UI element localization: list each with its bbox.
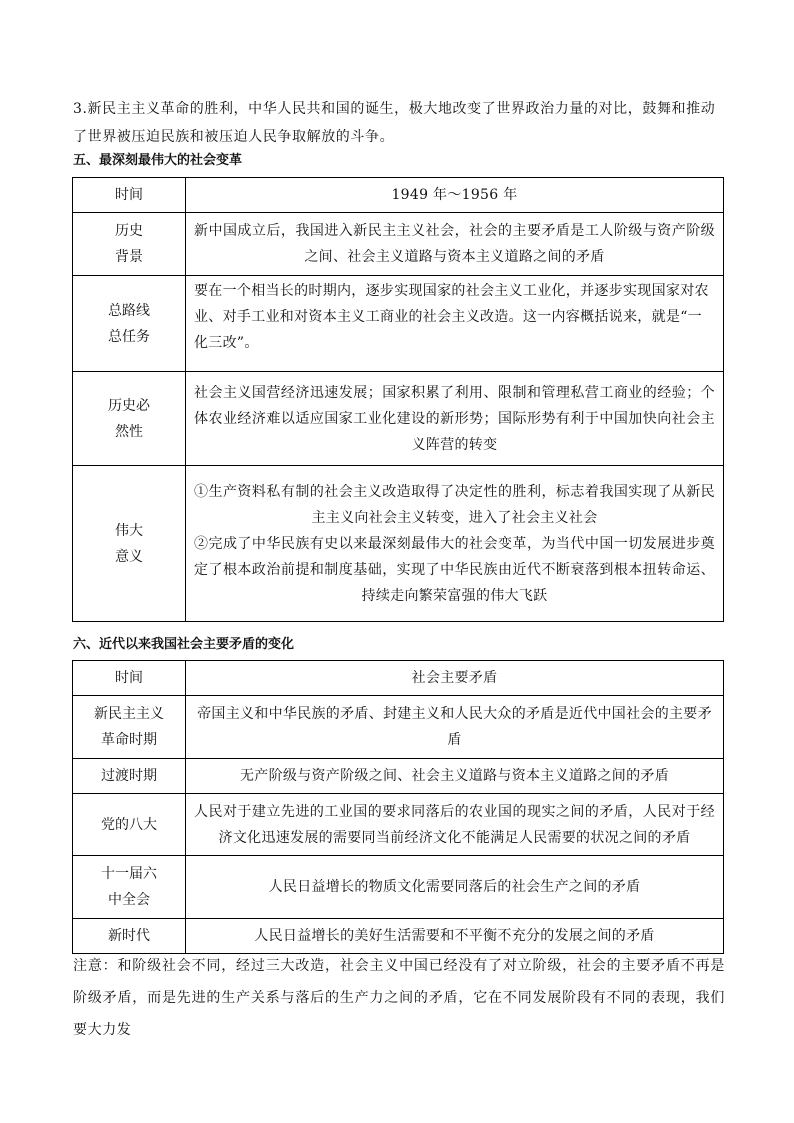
- row-label: 新民主主义 革命时期: [73, 696, 186, 759]
- row-label: 党的八大: [73, 794, 186, 856]
- row-label: 过渡时期: [73, 759, 186, 794]
- table-row: [73, 696, 724, 759]
- row-label: 十一届六 中全会: [73, 856, 186, 919]
- row-label: 伟大 意义: [73, 466, 186, 622]
- table-row-significance: [73, 466, 724, 622]
- row-label: 总路线 总任务: [73, 276, 186, 372]
- header-contradiction-label: 社会主要矛盾: [186, 661, 724, 696]
- row-content: 帝国主义和中华民族的矛盾、封建主义和人民大众的矛盾是近代中国社会的主要矛盾: [186, 696, 724, 759]
- header-period-value: 1949 年～1956 年: [186, 178, 724, 213]
- section-5-heading: 五、最深刻最伟大的社会变革: [73, 153, 243, 168]
- row-content: 人民对于建立先进的工业国的要求同落后的农业国的现实之间的矛盾，人民对于经济文化迅速发展的需要同当前经济文化不能满足人民需要的状况之间的矛盾: [186, 794, 724, 856]
- row-label: 历史 背景: [73, 213, 186, 276]
- header-time-label: 时间: [73, 661, 186, 696]
- intro-paragraph: 3.新民主主义革命的胜利，中华人民共和国的诞生，极大地改变了世界政治力量的对比，鼓舞和推动了世界被压迫民族和被压迫人民争取解放的斗争。: [73, 101, 716, 145]
- table-row: [73, 919, 724, 954]
- row-label: 新时代: [73, 919, 186, 954]
- table-header-row: [73, 178, 724, 213]
- section-6-heading: 六、近代以来我国社会主要矛盾的变化: [73, 637, 295, 652]
- table-row-general-line: [73, 276, 724, 372]
- significance-item: ②完成了中华民族有史以来最深刻最伟大的社会变革，为当代中国一切发展进步奠定了根本政治前提和制度基础，实现了中华民族由近代不断衰落到根本扭转命运、持续走向繁荣富强的伟大飞跃: [194, 535, 715, 604]
- row-content: [186, 466, 724, 622]
- row-content: 无产阶级与资产阶级之间、社会主义道路与资本主义道路之间的矛盾: [186, 759, 724, 794]
- row-content: 新中国成立后，我国进入新民主主义社会，社会的主要矛盾是工人阶级与资产阶级之间、社会主义道路与资本主义道路之间的矛盾: [186, 213, 724, 276]
- table-row-background: [73, 213, 724, 276]
- row-content: 社会主义国营经济迅速发展；国家积累了利用、限制和管理私营工商业的经验；个体农业经济难以适应国家工业化建设的新形势；国际形势有利于中国加快向社会主义阵营的转变: [186, 372, 724, 466]
- header-time-label: 时间: [73, 178, 186, 213]
- social-transformation-table: [72, 177, 724, 622]
- table-row-historical-necessity: [73, 372, 724, 466]
- table-row: [73, 759, 724, 794]
- significance-item: ①生产资料私有制的社会主义改造取得了决定性的胜利，标志着我国实现了从新民主主义向社会主义转变，进入了社会主义社会: [194, 483, 715, 526]
- row-content: 人民日益增长的美好生活需要和不平衡不充分的发展之间的矛盾: [186, 919, 724, 954]
- row-label: 历史必 然性: [73, 372, 186, 466]
- row-content: 要在一个相当长的时期内，逐步实现国家的社会主义工业化，并逐步实现国家对农业、对手工业和对资本主义工商业的社会主义改造。这一内容概括说来，就是“一化三改”。: [186, 276, 724, 372]
- principal-contradiction-table: [72, 660, 724, 954]
- note-paragraph: 注意：和阶级社会不同，经过三大改造，社会主义中国已经没有了对立阶级，社会的主要矛盾不再是阶级矛盾，而是先进的生产关系与落后的生产力之间的矛盾，它在不同发展阶段有不同的表现，我们要大力发: [73, 958, 725, 1038]
- table-row: [73, 794, 724, 856]
- table-header-row: [73, 661, 724, 696]
- row-content: 人民日益增长的物质文化需要同落后的社会生产之间的矛盾: [186, 856, 724, 919]
- table-row: [73, 856, 724, 919]
